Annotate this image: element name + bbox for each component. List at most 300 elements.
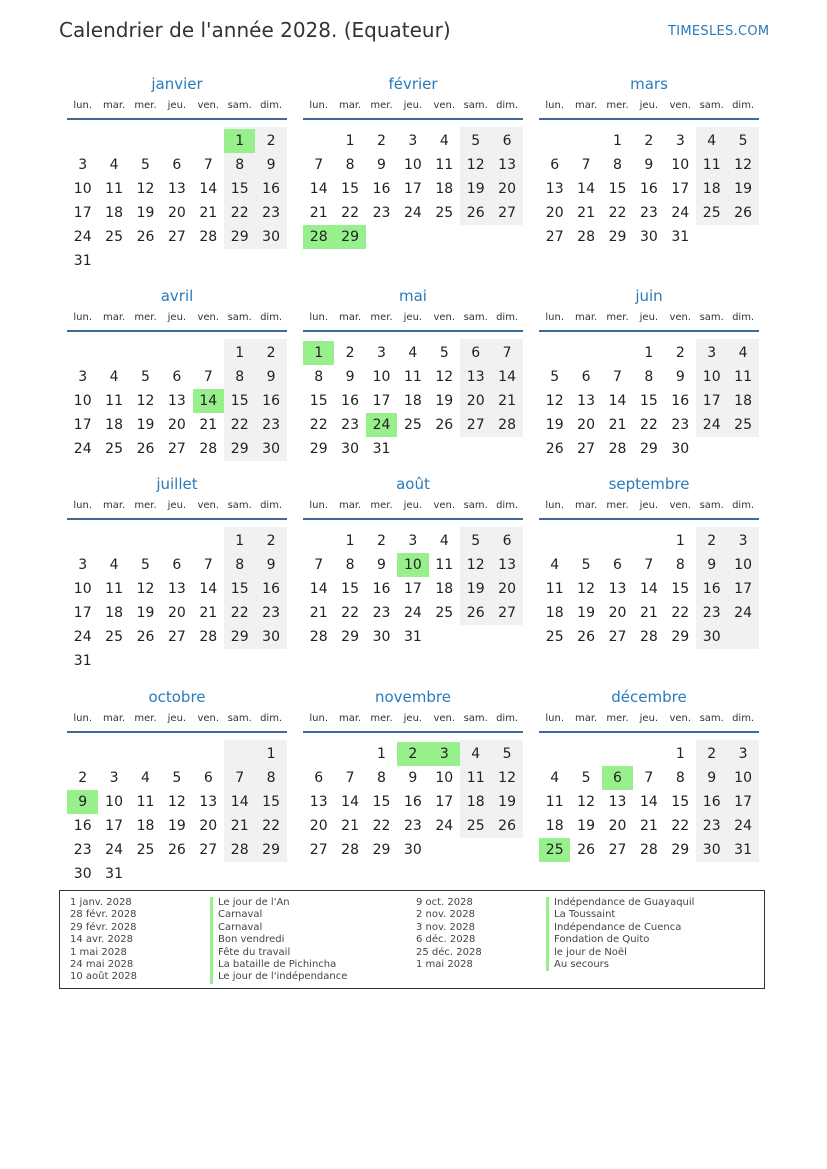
- page-title: Calendrier de l'année 2028. (Equateur): [59, 18, 451, 42]
- day-cell: 30: [671, 441, 690, 457]
- day-cell: 7: [314, 157, 324, 173]
- day-cell: 27: [498, 605, 516, 621]
- day-cell: 31: [372, 441, 391, 457]
- day-cell: 19: [167, 818, 186, 834]
- day-cell: 20: [577, 417, 595, 433]
- weekday-label: mar.: [574, 100, 598, 111]
- day-cell: 17: [671, 181, 690, 197]
- day-cell: 20: [199, 818, 218, 834]
- day-cell: 28: [309, 629, 328, 645]
- day-cell: 12: [136, 393, 155, 409]
- day-cell: 18: [105, 605, 123, 621]
- day-cell: 25: [105, 229, 123, 245]
- day-cell: 28: [639, 629, 658, 645]
- day-cell: 5: [471, 133, 481, 149]
- legend-date: 2 nov. 2028: [416, 909, 475, 921]
- day-cell: 18: [435, 181, 454, 197]
- day-cell: 29: [372, 842, 391, 858]
- day-cell: 29: [671, 842, 690, 858]
- weekday-label: ven.: [197, 100, 220, 111]
- holiday-day-cell: 3: [429, 742, 460, 766]
- month-divider: [303, 330, 523, 332]
- weekday-label: lun.: [309, 500, 329, 511]
- day-cell: 23: [262, 417, 280, 433]
- day-cell: 16: [262, 181, 280, 197]
- day-cell: 23: [639, 205, 658, 221]
- weekday-label: mer.: [134, 500, 157, 511]
- day-cell: 8: [314, 369, 324, 385]
- legend-date: 1 mai 2028: [70, 946, 127, 958]
- legend-dates-right: [416, 897, 482, 971]
- day-cell: 26: [136, 441, 155, 457]
- weekday-label: mar.: [102, 312, 126, 323]
- day-cell: 8: [235, 157, 245, 173]
- weekday-label: lun.: [545, 100, 565, 111]
- weekday-label: mar.: [102, 100, 126, 111]
- day-cell: 21: [309, 205, 328, 221]
- day-cell: 13: [167, 581, 186, 597]
- day-cell: 27: [167, 629, 186, 645]
- day-cell: 24: [105, 842, 123, 858]
- day-cell: 16: [341, 393, 359, 409]
- day-cell: 23: [341, 417, 359, 433]
- day-cell: 8: [345, 157, 355, 173]
- day-cell: 26: [577, 842, 595, 858]
- weekday-label: ven.: [433, 500, 456, 511]
- day-cell: 30: [341, 441, 359, 457]
- weekday-label: mar.: [338, 312, 362, 323]
- day-cell: 22: [230, 205, 249, 221]
- weekday-label: sam.: [463, 713, 488, 724]
- day-cell: 10: [73, 581, 92, 597]
- day-cell: 2: [78, 770, 88, 786]
- day-cell: 18: [545, 605, 564, 621]
- day-cell: 9: [345, 369, 355, 385]
- day-cell: 21: [498, 393, 516, 409]
- day-cell: 4: [109, 369, 119, 385]
- day-cell: 27: [608, 842, 627, 858]
- weekday-label: dim.: [496, 100, 519, 111]
- day-cell: 12: [167, 794, 186, 810]
- day-cell: 28: [608, 441, 627, 457]
- weekday-label: ven.: [669, 500, 692, 511]
- weekday-label: lun.: [545, 713, 565, 724]
- holiday-day-cell: 9: [67, 790, 98, 814]
- holiday-day-cell: 24: [366, 413, 397, 437]
- day-cell: 31: [73, 253, 92, 269]
- day-cell: 5: [141, 369, 150, 385]
- weekday-label: ven.: [197, 500, 220, 511]
- day-cell: 3: [377, 345, 386, 361]
- day-cell: 6: [613, 557, 622, 573]
- day-cell: 28: [199, 441, 218, 457]
- day-cell: 24: [734, 818, 752, 834]
- weekday-label: lun.: [309, 100, 329, 111]
- month-divider: [67, 731, 287, 733]
- day-cell: 20: [466, 393, 485, 409]
- legend-date: 9 oct. 2028: [416, 897, 473, 908]
- day-cell: 26: [435, 417, 454, 433]
- weekday-label: sam.: [463, 312, 488, 323]
- day-cell: 28: [199, 229, 218, 245]
- weekday-label: ven.: [197, 312, 220, 323]
- day-cell: 30: [262, 629, 280, 645]
- day-cell: 4: [707, 133, 717, 149]
- day-cell: 22: [372, 818, 391, 834]
- day-cell: 6: [172, 369, 182, 385]
- day-cell: 15: [341, 581, 359, 597]
- day-cell: 15: [671, 581, 690, 597]
- day-cell: 23: [262, 205, 280, 221]
- day-cell: 27: [167, 229, 186, 245]
- month-name: septembre: [608, 475, 690, 493]
- day-cell: 5: [550, 369, 560, 385]
- day-cell: 11: [545, 794, 564, 810]
- day-cell: 30: [73, 866, 92, 882]
- day-cell: 4: [439, 533, 449, 549]
- weekday-label: dim.: [496, 500, 519, 511]
- day-cell: 11: [136, 794, 155, 810]
- legend-date: 10 août 2028: [70, 971, 138, 983]
- weekday-label: mer.: [134, 713, 157, 724]
- day-cell: 22: [341, 605, 359, 621]
- weekday-label: sam.: [463, 500, 488, 511]
- weekday-label: sam.: [699, 500, 724, 511]
- day-cell: 27: [466, 417, 485, 433]
- day-cell: 8: [377, 770, 386, 786]
- day-cell: 13: [167, 181, 186, 197]
- day-cell: 25: [466, 818, 485, 834]
- day-cell: 12: [466, 157, 485, 173]
- day-cell: 19: [577, 818, 595, 834]
- day-cell: 13: [498, 557, 516, 573]
- day-cell: 6: [172, 557, 182, 573]
- day-cell: 11: [466, 770, 485, 786]
- day-cell: 26: [498, 818, 516, 834]
- day-cell: 14: [639, 581, 658, 597]
- day-cell: 12: [498, 770, 516, 786]
- day-cell: 3: [675, 133, 685, 149]
- day-cell: 15: [230, 393, 249, 409]
- weekday-label: ven.: [669, 312, 692, 323]
- month-divider: [303, 518, 523, 520]
- day-cell: 27: [577, 441, 595, 457]
- weekday-label: mer.: [606, 500, 629, 511]
- day-cell: 17: [403, 581, 422, 597]
- month-name: août: [396, 475, 430, 493]
- day-cell: 19: [466, 581, 485, 597]
- day-cell: 13: [466, 369, 485, 385]
- day-cell: 10: [734, 770, 752, 786]
- month-name: novembre: [375, 688, 451, 706]
- day-cell: 31: [734, 842, 752, 858]
- legend-holiday-name: le jour de Noël: [546, 947, 694, 959]
- day-cell: 27: [199, 842, 218, 858]
- day-cell: 28: [577, 229, 595, 245]
- holiday-day-cell: 2: [397, 742, 428, 766]
- weekday-label: mer.: [370, 312, 393, 323]
- day-cell: 17: [73, 205, 92, 221]
- day-cell: 18: [734, 393, 752, 409]
- weekday-label: mar.: [102, 713, 126, 724]
- day-cell: 22: [309, 417, 328, 433]
- day-cell: 28: [230, 842, 249, 858]
- day-cell: 20: [167, 205, 186, 221]
- day-cell: 12: [466, 557, 485, 573]
- weekday-label: jeu.: [639, 100, 659, 111]
- day-cell: 2: [266, 345, 276, 361]
- legend-holiday-name: La Toussaint: [546, 909, 694, 921]
- weekday-label: ven.: [433, 312, 456, 323]
- day-cell: 9: [675, 369, 685, 385]
- day-cell: 19: [136, 605, 155, 621]
- day-cell: 26: [466, 605, 485, 621]
- brand-link[interactable]: TIMESLES.COM: [668, 24, 770, 39]
- day-cell: 17: [73, 417, 92, 433]
- day-cell: 1: [675, 533, 685, 549]
- day-cell: 23: [702, 818, 721, 834]
- weekday-label: mar.: [574, 713, 598, 724]
- day-cell: 12: [435, 369, 454, 385]
- day-cell: 13: [577, 393, 595, 409]
- day-cell: 9: [707, 557, 717, 573]
- day-cell: 14: [498, 369, 516, 385]
- day-cell: 23: [262, 605, 280, 621]
- day-cell: 15: [230, 181, 249, 197]
- weekday-label: mer.: [134, 100, 157, 111]
- day-cell: 15: [230, 581, 249, 597]
- weekday-label: lun.: [545, 312, 565, 323]
- day-cell: 23: [403, 818, 422, 834]
- day-cell: 24: [671, 205, 690, 221]
- day-cell: 24: [73, 229, 92, 245]
- weekday-label: dim.: [496, 713, 519, 724]
- month-divider: [539, 731, 759, 733]
- day-cell: 11: [545, 581, 564, 597]
- day-cell: 10: [372, 369, 391, 385]
- month-name: octobre: [148, 688, 206, 706]
- month-name: décembre: [611, 688, 687, 706]
- day-cell: 3: [408, 133, 418, 149]
- weekday-label: lun.: [309, 713, 329, 724]
- day-cell: 15: [262, 794, 280, 810]
- weekday-label: jeu.: [167, 713, 187, 724]
- weekday-label: mer.: [134, 312, 157, 323]
- day-cell: 20: [608, 818, 627, 834]
- day-cell: 11: [734, 369, 752, 385]
- day-cell: 4: [471, 746, 481, 762]
- weekday-label: mar.: [574, 500, 598, 511]
- weekday-label: jeu.: [639, 312, 659, 323]
- month-name: février: [388, 75, 438, 93]
- day-cell: 13: [545, 181, 564, 197]
- weekday-label: sam.: [699, 312, 724, 323]
- legend-holiday-name: Le jour de l'An: [210, 897, 347, 909]
- day-cell: 24: [435, 818, 454, 834]
- month-divider: [67, 118, 287, 120]
- day-cell: 10: [702, 369, 721, 385]
- weekday-label: lun.: [73, 713, 93, 724]
- day-cell: 29: [230, 229, 249, 245]
- day-cell: 31: [671, 229, 690, 245]
- day-cell: 16: [262, 581, 280, 597]
- day-cell: 3: [78, 557, 88, 573]
- day-cell: 27: [309, 842, 328, 858]
- day-cell: 31: [403, 629, 422, 645]
- day-cell: 8: [345, 557, 355, 573]
- day-cell: 26: [466, 205, 485, 221]
- day-cell: 16: [671, 393, 690, 409]
- day-cell: 4: [738, 345, 748, 361]
- legend-holiday-name: Au secours: [546, 959, 694, 971]
- day-cell: 29: [309, 441, 328, 457]
- day-cell: 1: [345, 133, 355, 149]
- day-cell: 21: [199, 205, 218, 221]
- day-cell: 7: [644, 557, 654, 573]
- day-cell: 7: [502, 345, 512, 361]
- holiday-day-cell: 28: [303, 225, 334, 249]
- day-cell: 6: [581, 369, 591, 385]
- weekday-label: jeu.: [403, 100, 423, 111]
- weekday-label: sam.: [699, 713, 724, 724]
- day-cell: 9: [266, 369, 276, 385]
- weekday-label: sam.: [227, 312, 252, 323]
- day-cell: 17: [435, 794, 454, 810]
- day-cell: 18: [105, 417, 123, 433]
- legend-holiday-name: Bon vendredi: [210, 934, 347, 946]
- day-cell: 14: [309, 581, 328, 597]
- day-cell: 6: [314, 770, 324, 786]
- day-cell: 1: [675, 746, 685, 762]
- weekday-label: lun.: [309, 312, 329, 323]
- day-cell: 23: [372, 605, 391, 621]
- day-cell: 11: [403, 369, 422, 385]
- day-cell: 7: [644, 770, 654, 786]
- day-cell: 2: [707, 746, 717, 762]
- day-cell: 8: [235, 369, 245, 385]
- day-cell: 6: [502, 533, 512, 549]
- day-cell: 2: [377, 133, 386, 149]
- day-cell: 16: [73, 818, 92, 834]
- weekday-label: ven.: [669, 100, 692, 111]
- day-cell: 6: [550, 157, 560, 173]
- weekday-label: jeu.: [167, 100, 187, 111]
- weekday-label: jeu.: [167, 500, 187, 511]
- legend-date: 14 avr. 2028: [70, 934, 133, 946]
- day-cell: 10: [73, 181, 92, 197]
- day-cell: 25: [734, 417, 752, 433]
- weekday-label: mer.: [606, 100, 629, 111]
- day-cell: 4: [109, 557, 119, 573]
- weekday-label: mar.: [102, 500, 126, 511]
- legend-holiday-name: La bataille de Pichincha: [210, 959, 347, 971]
- day-cell: 3: [738, 746, 748, 762]
- day-cell: 2: [377, 533, 386, 549]
- day-cell: 7: [203, 369, 213, 385]
- weekday-label: jeu.: [639, 713, 659, 724]
- day-cell: 19: [498, 794, 516, 810]
- day-cell: 17: [403, 181, 422, 197]
- day-cell: 9: [266, 557, 276, 573]
- day-cell: 2: [675, 345, 685, 361]
- day-cell: 17: [702, 393, 721, 409]
- day-cell: 11: [105, 181, 123, 197]
- month-divider: [67, 330, 287, 332]
- day-cell: 29: [341, 629, 359, 645]
- month-name: juin: [635, 287, 663, 305]
- day-cell: 30: [262, 441, 280, 457]
- day-cell: 7: [345, 770, 355, 786]
- holiday-day-cell: 29: [334, 225, 365, 249]
- day-cell: 3: [78, 369, 88, 385]
- day-cell: 9: [377, 557, 386, 573]
- day-cell: 7: [314, 557, 324, 573]
- month-divider: [539, 518, 759, 520]
- day-cell: 28: [199, 629, 218, 645]
- day-cell: 27: [167, 441, 186, 457]
- weekday-label: jeu.: [403, 500, 423, 511]
- legend-holiday-name: Indépendance de Cuenca: [546, 922, 694, 934]
- day-cell: 4: [109, 157, 119, 173]
- day-cell: 18: [105, 205, 123, 221]
- weekday-label: mer.: [606, 713, 629, 724]
- day-cell: 19: [734, 181, 752, 197]
- weekday-label: sam.: [227, 713, 252, 724]
- day-cell: 16: [372, 581, 391, 597]
- day-cell: 22: [671, 605, 690, 621]
- day-cell: 16: [403, 794, 422, 810]
- day-cell: 29: [671, 629, 690, 645]
- day-cell: 26: [577, 629, 595, 645]
- legend-names-left: [210, 897, 347, 984]
- weekday-label: dim.: [260, 713, 283, 724]
- day-cell: 6: [172, 157, 182, 173]
- day-cell: 14: [199, 181, 218, 197]
- day-cell: 7: [203, 157, 213, 173]
- day-cell: 16: [262, 393, 280, 409]
- day-cell: 10: [734, 557, 752, 573]
- day-cell: 26: [136, 629, 155, 645]
- day-cell: 1: [613, 133, 622, 149]
- day-cell: 21: [577, 205, 595, 221]
- day-cell: 25: [136, 842, 155, 858]
- day-cell: 29: [639, 441, 658, 457]
- day-cell: 14: [577, 181, 595, 197]
- day-cell: 21: [608, 417, 627, 433]
- day-cell: 31: [105, 866, 123, 882]
- day-cell: 14: [608, 393, 627, 409]
- day-cell: 21: [230, 818, 249, 834]
- day-cell: 10: [73, 393, 92, 409]
- day-cell: 10: [403, 157, 422, 173]
- day-cell: 5: [172, 770, 182, 786]
- weekday-label: mer.: [370, 713, 393, 724]
- day-cell: 21: [309, 605, 328, 621]
- day-cell: 22: [230, 417, 249, 433]
- weekday-label: dim.: [260, 500, 283, 511]
- weekday-label: dim.: [732, 500, 755, 511]
- day-cell: 30: [702, 629, 721, 645]
- legend-holiday-name: Carnaval: [210, 909, 347, 921]
- day-cell: 3: [707, 345, 717, 361]
- weekday-label: mar.: [338, 100, 362, 111]
- legend-date: 6 déc. 2028: [416, 934, 476, 946]
- day-cell: 24: [403, 605, 422, 621]
- day-cell: 17: [734, 581, 752, 597]
- weekday-label: dim.: [732, 100, 755, 111]
- day-cell: 1: [644, 345, 654, 361]
- day-cell: 22: [341, 205, 359, 221]
